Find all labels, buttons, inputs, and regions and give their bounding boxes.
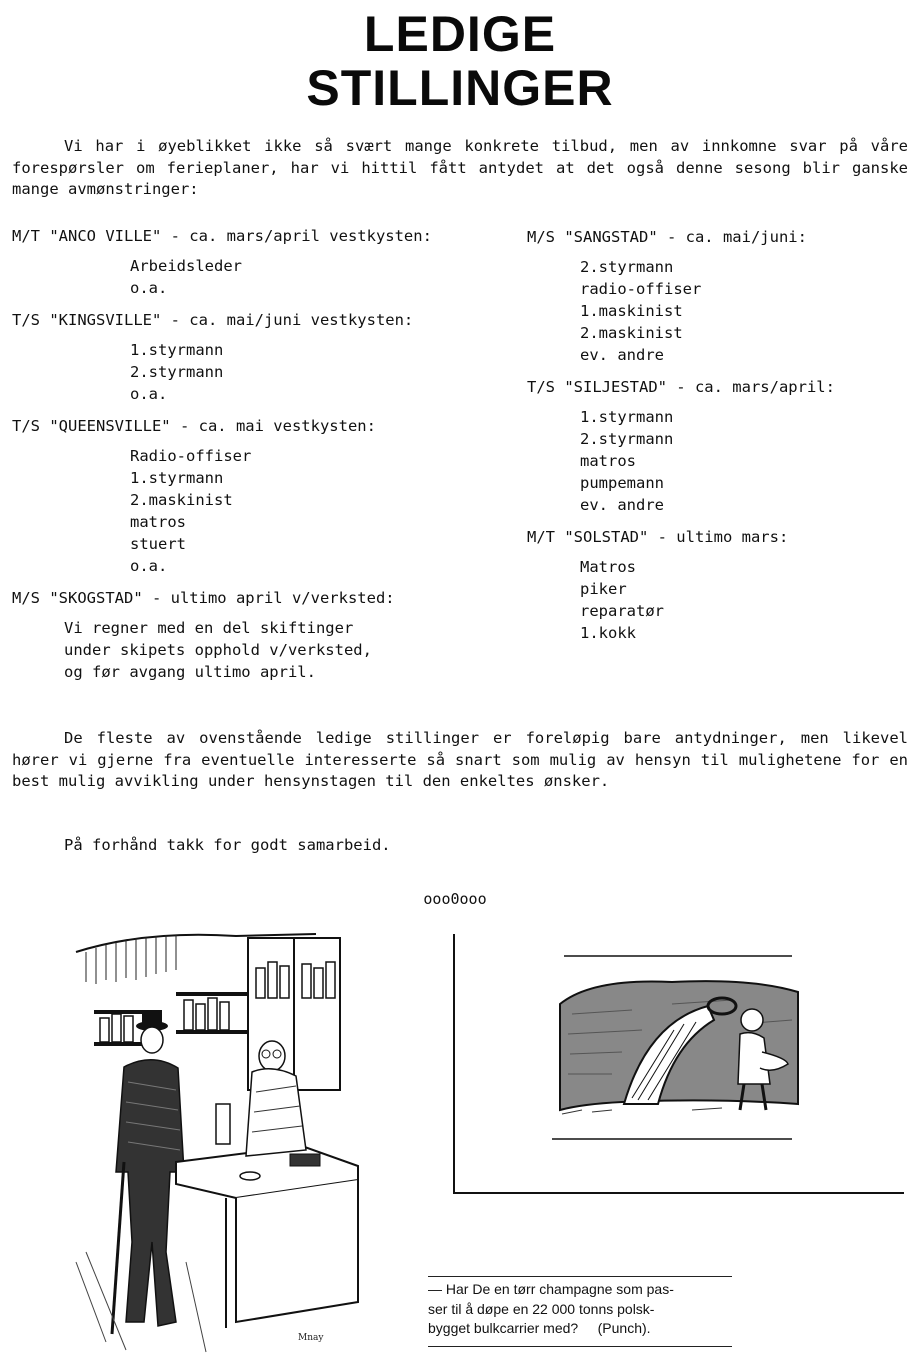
crew-item: matros	[130, 513, 186, 531]
ship-block	[527, 526, 912, 644]
crew-item: o.a.	[130, 279, 168, 297]
crew-item: pumpemann	[580, 474, 664, 492]
note-line: og før avgang ultimo april.	[64, 663, 316, 681]
crew-item: Arbeidsleder	[130, 257, 242, 275]
crew-item: stuert	[130, 535, 186, 553]
crew-item: Matros	[580, 558, 636, 576]
caption-line: — Har De en tørr champagne som pas-	[428, 1281, 674, 1297]
crew-item: ev. andre	[580, 496, 664, 514]
ship-heading: M/T "SOLSTAD" - ultimo mars:	[527, 528, 789, 546]
ship-heading: T/S "QUEENSVILLE" - ca. mai vestkysten:	[12, 417, 376, 435]
caption-rule	[428, 1276, 732, 1277]
crew-item: piker	[580, 580, 627, 598]
page-title-line1: LEDIGE	[363, 6, 557, 62]
crew-item: o.a.	[130, 385, 168, 403]
crew-item: o.a.	[130, 557, 168, 575]
crew-item: 1.styrmann	[130, 341, 224, 359]
crew-item: Radio-offiser	[130, 447, 252, 465]
ship-heading: M/T "ANCO VILLE" - ca. mars/april vestkysten:	[12, 227, 432, 245]
crew-item: 2.styrmann	[580, 430, 674, 448]
caption-line: ser til å døpe en 22 000 tonns polsk-	[428, 1300, 655, 1317]
crew-item: 2.maskinist	[580, 324, 683, 342]
note-line: Vi regner med en del skiftinger	[64, 619, 354, 637]
right-column	[527, 226, 912, 654]
page-title-line2: STILLINGER	[306, 60, 614, 116]
svg-text:Mnay: Mnay	[298, 1333, 324, 1343]
caption-rule	[428, 1346, 732, 1347]
ship-block	[12, 415, 512, 577]
ship-heading: M/S "SANGSTAD" - ca. mai/juni:	[527, 228, 807, 246]
ship-block	[12, 225, 512, 299]
caption-line: bygget bulkcarrier med? (Punch).	[428, 1320, 651, 1336]
ship-block	[527, 376, 912, 516]
ship-heading: T/S "SILJESTAD" - ca. mars/april:	[527, 378, 835, 396]
crew-item: ev. andre	[580, 346, 664, 364]
crew-item: 1.kokk	[580, 624, 636, 642]
crew-item: 2.styrmann	[130, 363, 224, 381]
ship-block	[12, 587, 512, 683]
crew-item: 1.maskinist	[580, 302, 683, 320]
ship-heading: M/S "SKOGSTAD" - ultimo april v/verksted:	[12, 589, 395, 607]
crew-item: 2.maskinist	[130, 491, 233, 509]
section-separator: ooo0ooo	[423, 890, 487, 908]
ship-block	[12, 309, 512, 405]
crew-item: reparatør	[580, 602, 664, 620]
left-column	[12, 225, 512, 683]
crew-item: 2.styrmann	[580, 258, 674, 276]
crew-item: 1.styrmann	[130, 469, 224, 487]
intro-text: Vi har i øyeblikket ikke så svært mange konkrete tilbud, men av innkomne svar på våre forespørsler om ferieplaner, har vi hittil fått antydet at det også denne sesong blir ganske mange avmønstringer:	[12, 137, 908, 198]
ship-heading: T/S "KINGSVILLE" - ca. mai/juni vestkysten:	[12, 311, 414, 329]
closing-paragraph	[12, 728, 908, 793]
closing-text: De fleste av ovenstående ledige stillinger er foreløpig bare antydninger, men likevel hører vi gjerne fra eventuelle interesserte så snart som mulig av hensyn til mulighetene for en best mulig avvikling under hensynstagen til den enkeltes ønsker.	[12, 729, 908, 790]
bar-cartoon-illustration	[66, 922, 362, 1354]
note-line: under skipets opphold v/verksted,	[64, 641, 372, 659]
crew-item: matros	[580, 452, 636, 470]
crew-item: 1.styrmann	[580, 408, 674, 426]
ship-block	[527, 226, 912, 366]
cartoon-caption	[428, 1280, 734, 1339]
intro-paragraph	[12, 136, 908, 201]
thanks-line: På forhånd takk for godt samarbeid.	[64, 836, 391, 854]
champagne-cartoon-illustration	[452, 934, 912, 1196]
crew-item: radio-offiser	[580, 280, 702, 298]
